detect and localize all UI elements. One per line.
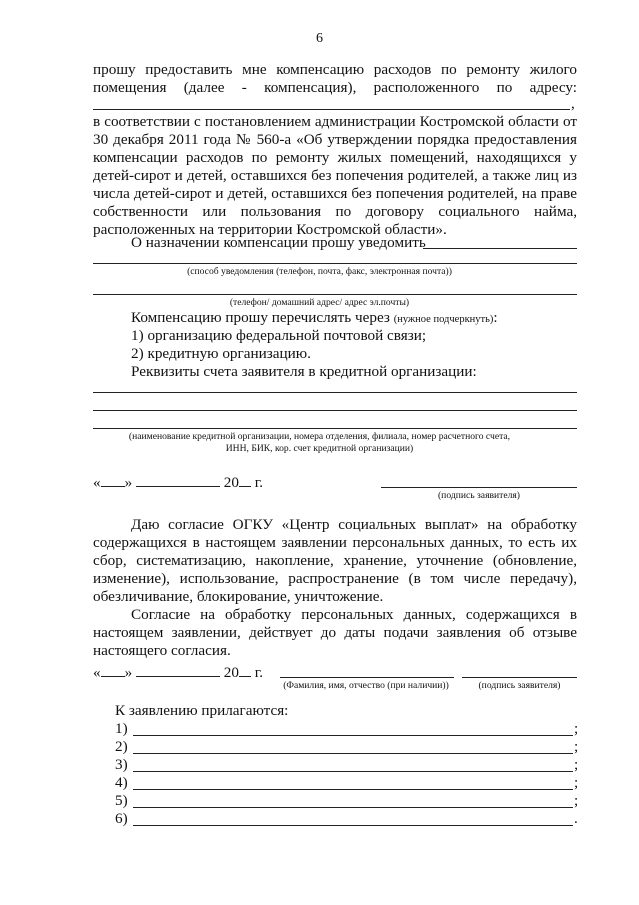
signature2-caption: (подпись заявителя)	[478, 680, 561, 691]
attachment-end: ;	[574, 720, 579, 737]
date2-day-field[interactable]	[101, 662, 125, 677]
date2-quote-close: »	[124, 664, 133, 681]
attachment-number: 2)	[115, 738, 128, 755]
attachments-title: К заявлению прилагаются:	[115, 702, 289, 719]
notify-contacts-line[interactable]	[93, 294, 577, 295]
notify-label: О назначении компенсации прошу уведомить	[131, 234, 426, 251]
attachment-end: .	[574, 810, 578, 827]
bank-details-line-3[interactable]	[93, 428, 577, 429]
attachment-number: 1)	[115, 720, 128, 737]
request-line-2: помещения (далее - компенсация), расположенного по адресу:	[93, 79, 577, 96]
attachment-input-line[interactable]	[133, 825, 573, 826]
bank-details-label: Реквизиты счета заявителя в кредитной организации:	[131, 363, 477, 380]
consent-validity-line-3: настоящего согласия.	[93, 642, 231, 659]
date2-year-field[interactable]	[239, 662, 251, 677]
attachment-input-line[interactable]	[133, 807, 573, 808]
bank-details-line-2[interactable]	[93, 410, 577, 411]
basis-line-3: компенсации расходов по ремонту жилых помещений, находящихся у	[93, 149, 577, 166]
attachment-end: ;	[574, 756, 579, 773]
attachment-input-line[interactable]	[133, 735, 573, 736]
transfer-label: Компенсацию прошу перечислять через	[131, 309, 390, 326]
transfer-option-bank[interactable]: 2) кредитную организацию.	[131, 345, 311, 362]
consent-line-5: обезличивание, блокирование, уничтожение.	[93, 588, 384, 605]
notify-input-line[interactable]	[423, 248, 577, 249]
date1-year-field[interactable]	[239, 472, 251, 487]
basis-line-5: числа детей-сирот и детей, оставшихся без попечения родителей, на праве	[93, 185, 577, 202]
date1-day-field[interactable]	[101, 472, 125, 487]
date1-quote-open: «	[93, 474, 101, 491]
bank-details-line-1[interactable]	[93, 392, 577, 393]
applicant-name-caption: (Фамилия, имя, отчество (при наличии))	[283, 680, 449, 691]
bank-caption-line-2: ИНН, БИК, кор. счет кредитной организации)	[225, 443, 414, 454]
signature2-line[interactable]	[462, 677, 577, 678]
notify-contacts-caption: (телефон/ домашний адрес/ адрес эл.почты)	[229, 297, 410, 308]
bank-caption-line-1: (наименование кредитной организации, номера отделения, филиала, номер расчетного счета,	[128, 431, 511, 442]
basis-line-2: 30 декабря 2011 года № 560-а «Об утверждении порядка предоставления	[93, 131, 577, 148]
date1-year-prefix: 20	[223, 474, 239, 491]
attachment-input-line[interactable]	[133, 789, 573, 790]
attachment-end: ;	[574, 774, 579, 791]
date-line-1	[93, 472, 263, 492]
page-number: 6	[316, 31, 323, 46]
date-line-2	[93, 662, 263, 682]
request-line-1: прошу предоставить мне компенсацию расходов по ремонту жилого	[93, 61, 577, 78]
attachment-number: 6)	[115, 810, 128, 827]
address-comma: ,	[571, 95, 575, 112]
basis-line-6: собственности или пользования по договору социального найма,	[93, 203, 577, 220]
transfer-option-post[interactable]: 1) организацию федеральной почтовой связи;	[131, 327, 427, 344]
basis-line-7: расположенных на территории Костромской области».	[93, 221, 447, 238]
consent-line-1: Даю согласие ОГКУ «Центр социальных выплат» на обработку	[131, 516, 577, 533]
date1-quote-close: »	[124, 474, 133, 491]
attachment-number: 3)	[115, 756, 128, 773]
basis-line-4: детей-сирот и детей, оставшихся без попечения родителей, а также лиц из	[93, 167, 577, 184]
date1-month-field[interactable]	[136, 472, 220, 487]
attachment-input-line[interactable]	[133, 771, 573, 772]
attachment-number: 5)	[115, 792, 128, 809]
transfer-label-line	[131, 309, 498, 329]
notify-method-line[interactable]	[93, 263, 577, 264]
transfer-note: (нужное подчеркнуть)	[393, 314, 494, 325]
consent-line-4: изменение), использование, распространение (в том числе передачу),	[93, 570, 577, 587]
consent-validity-line-1: Согласие на обработку персональных данных, содержащихся в	[131, 606, 577, 623]
attachment-end: ;	[574, 738, 579, 755]
notify-method-caption: (способ уведомления (телефон, почта, факс, электронная почта))	[187, 266, 452, 277]
signature1-line[interactable]	[381, 487, 577, 488]
date2-year-suffix: г.	[254, 664, 264, 681]
consent-line-3: сбор, систематизацию, накопление, хранение, уточнение (обновление,	[93, 552, 577, 569]
address-input-line[interactable]	[93, 109, 570, 110]
date1-year-suffix: г.	[254, 474, 264, 491]
consent-validity-line-2: настоящем заявлении, действует до даты подачи заявления об отзыве	[93, 624, 577, 641]
transfer-colon: :	[493, 309, 498, 326]
date2-quote-open: «	[93, 664, 101, 681]
date2-month-field[interactable]	[136, 662, 220, 677]
attachment-input-line[interactable]	[133, 753, 573, 754]
attachment-number: 4)	[115, 774, 128, 791]
date2-year-prefix: 20	[223, 664, 239, 681]
attachment-end: ;	[574, 792, 579, 809]
signature1-caption: (подпись заявителя)	[437, 490, 520, 501]
applicant-name-line[interactable]	[280, 677, 454, 678]
consent-line-2: содержащихся в настоящем заявлении персональных данных, то есть их	[93, 534, 577, 551]
basis-line-1: в соответствии с постановлением администрации Костромской области от	[93, 113, 577, 130]
